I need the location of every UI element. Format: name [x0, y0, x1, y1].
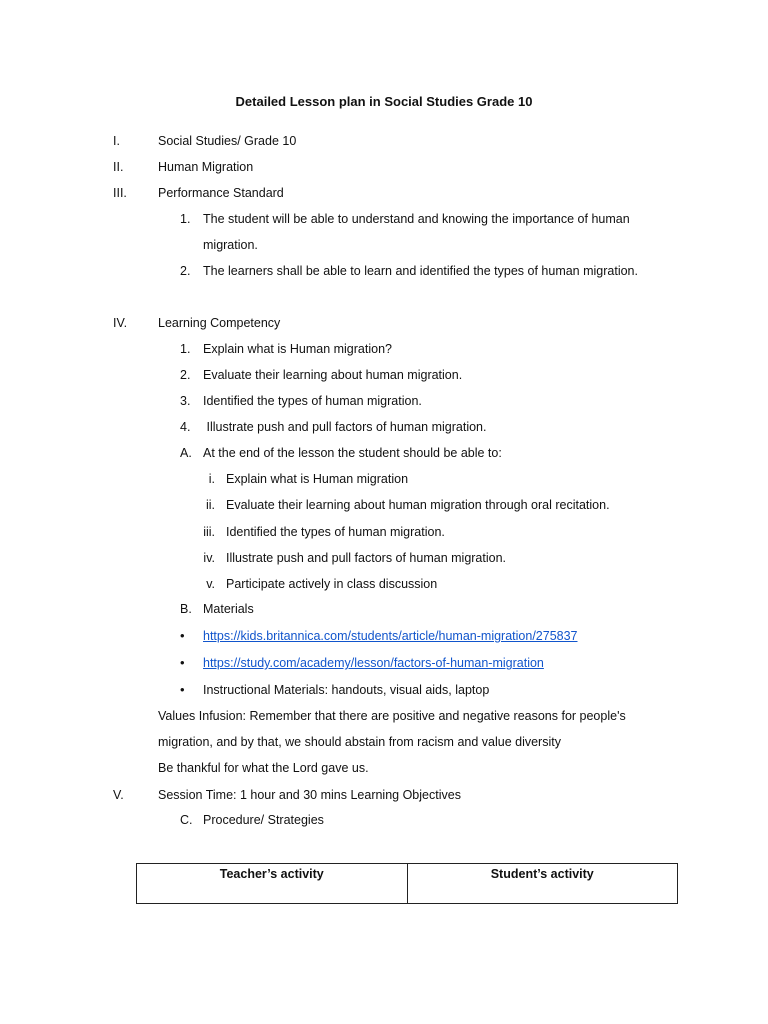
item-text: Identified the types of human migration.	[203, 394, 422, 408]
item-number: 2.	[180, 264, 191, 278]
item-number: iv.	[203, 551, 215, 565]
teacher-activity-header: Teacher’s activity	[137, 864, 408, 904]
activity-table	[136, 863, 678, 904]
item-number: v.	[206, 577, 215, 591]
britannica-link[interactable]: https://kids.britannica.com/students/article/human-migration/275837	[203, 629, 578, 643]
item-number: iii.	[203, 525, 215, 539]
section-heading: Learning Competency	[158, 316, 281, 330]
section-numeral: I.	[113, 134, 120, 148]
item-number: 4.	[180, 420, 191, 434]
values-infusion-line: Values Infusion: Remember that there are positive and negative reasons for people's	[158, 709, 626, 723]
section-numeral: II.	[113, 160, 124, 174]
item-text: migration.	[203, 238, 258, 252]
values-infusion-line: migration, and by that, we should abstain from racism and value diversity	[158, 735, 561, 749]
item-number: ii.	[205, 498, 215, 512]
section-numeral: V.	[113, 788, 124, 802]
item-text: At the end of the lesson the student should be able to:	[203, 446, 502, 460]
item-number: i.	[208, 472, 215, 486]
table-header-row	[137, 864, 678, 904]
bullet-icon: •	[180, 682, 185, 697]
section-numeral: IV.	[113, 316, 128, 330]
section-heading: Session Time: 1 hour and 30 mins Learning Objectives	[158, 788, 461, 802]
section-heading: Performance Standard	[158, 186, 284, 200]
values-infusion-line: Be thankful for what the Lord gave us.	[158, 761, 369, 775]
bullet-icon: •	[180, 655, 185, 670]
item-text: Procedure/ Strategies	[203, 813, 324, 827]
item-letter: B.	[180, 602, 192, 616]
item-letter: C.	[180, 813, 193, 827]
item-text: Identified the types of human migration.	[226, 525, 445, 539]
item-text: Evaluate their learning about human migration.	[203, 368, 463, 382]
item-text: Instructional Materials: handouts, visual aids, laptop	[203, 683, 490, 697]
section-heading: Social Studies/ Grade 10	[158, 134, 297, 148]
item-letter: A.	[180, 446, 192, 460]
student-activity-header: Student’s activity	[407, 864, 678, 904]
section-heading: Human Migration	[158, 160, 254, 174]
item-text: The student will be able to understand and knowing the importance of human	[203, 212, 630, 226]
study-link[interactable]: https://study.com/academy/lesson/factors-of-human-migration	[203, 656, 544, 670]
item-number: 3.	[180, 394, 191, 408]
item-text: The learners shall be able to learn and identified the types of human migration.	[203, 264, 638, 278]
item-text: Evaluate their learning about human migration through oral recitation.	[226, 498, 610, 512]
bullet-icon: •	[180, 628, 185, 643]
item-number: 2.	[180, 368, 191, 382]
item-text: Participate actively in class discussion	[226, 577, 438, 591]
item-text: Materials	[203, 602, 254, 616]
item-number: 1.	[180, 342, 191, 356]
item-text: Explain what is Human migration	[226, 472, 409, 486]
item-text: Illustrate push and pull factors of human migration.	[226, 551, 507, 565]
item-text: Illustrate push and pull factors of human migration.	[203, 420, 487, 434]
item-text: Explain what is Human migration?	[203, 342, 392, 356]
item-number: 1.	[180, 212, 191, 226]
section-numeral: III.	[113, 186, 127, 200]
document-title: Detailed Lesson plan in Social Studies Grade 10	[235, 94, 533, 109]
